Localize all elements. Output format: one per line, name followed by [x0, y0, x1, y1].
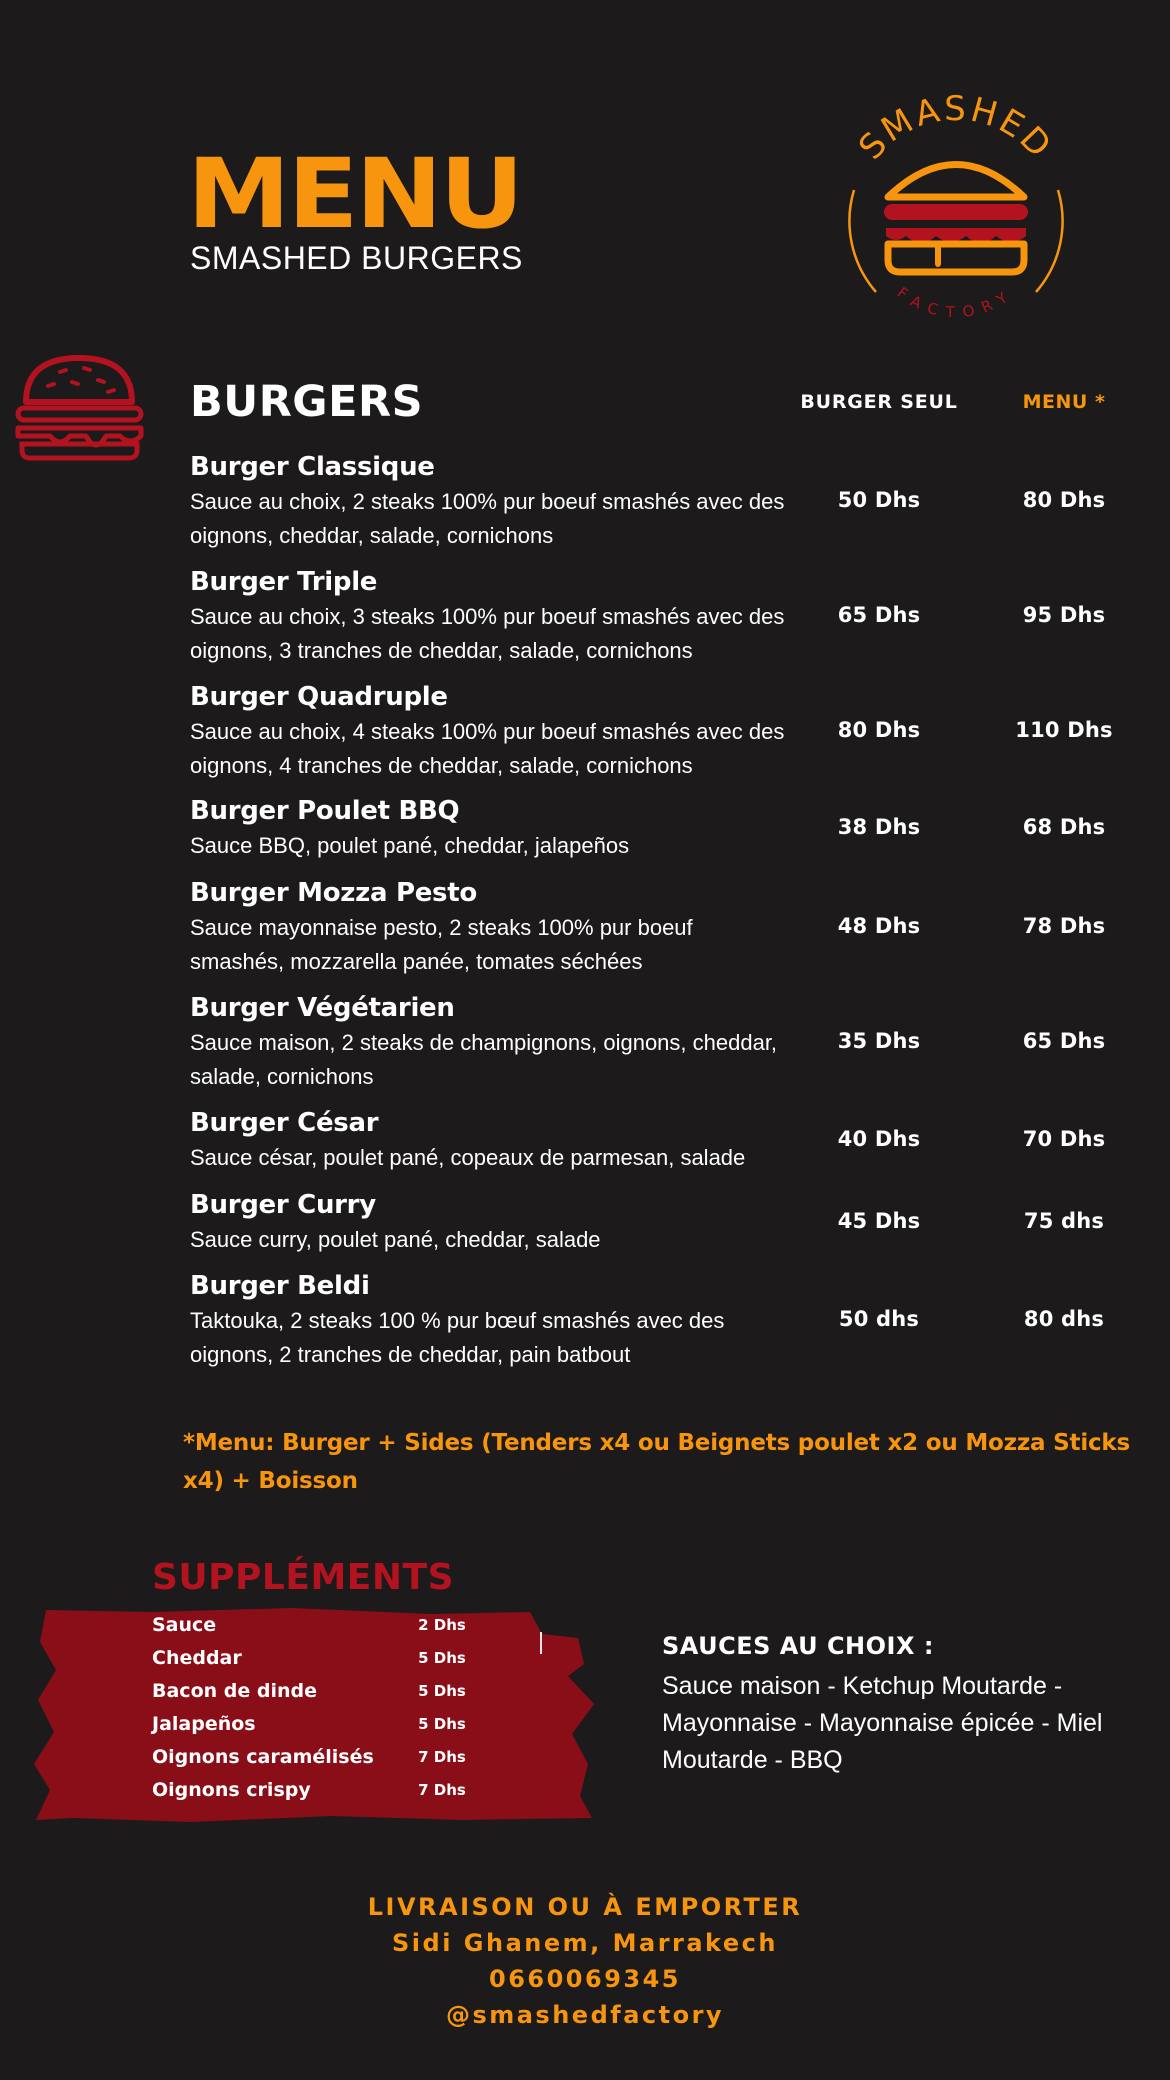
supplement-name: Sauce: [152, 1614, 217, 1636]
price-menu: 65 Dhs: [1022, 1029, 1106, 1053]
price-burger-seul: 65 Dhs: [837, 603, 921, 627]
item-name: Burger Curry: [190, 1190, 376, 1220]
item-name: Burger Triple: [190, 567, 378, 597]
price-burger-seul: 38 Dhs: [837, 815, 921, 839]
burger-icon: [12, 350, 147, 465]
item-name: Burger Beldi: [190, 1271, 370, 1301]
supplement-row: [152, 1713, 482, 1745]
supplement-price: 5 Dhs: [418, 1649, 466, 1667]
menu-item: [190, 566, 1170, 668]
price-burger-seul: 80 Dhs: [837, 718, 921, 742]
item-description: Sauce BBQ, poulet pané, cheddar, jalapeños: [190, 833, 630, 858]
item-description: Sauce maison, 2 steaks de champignons, oignons, cheddar, salade, cornichons: [190, 1030, 778, 1089]
menu-item: [190, 1270, 1170, 1372]
footer-social-handle: @smashedfactory: [445, 2001, 725, 2029]
menu-item: [190, 1189, 1170, 1257]
column-header-menu: MENU *: [1022, 391, 1106, 413]
price-burger-seul: 45 Dhs: [837, 1209, 921, 1233]
menu-title: MENU: [187, 136, 522, 251]
price-menu: 78 Dhs: [1022, 914, 1106, 938]
supplement-price: 7 Dhs: [418, 1748, 466, 1766]
item-name: Burger César: [190, 1108, 379, 1138]
supplement-price: 5 Dhs: [418, 1715, 466, 1733]
supplement-row: [152, 1614, 482, 1646]
footer-delivery: LIVRAISON OU À EMPORTER: [367, 1893, 803, 1921]
price-burger-seul: 48 Dhs: [837, 914, 921, 938]
item-description: Sauce césar, poulet pané, copeaux de parmesan, salade: [190, 1145, 746, 1170]
item-name: Burger Poulet BBQ: [190, 796, 460, 826]
logo-bottom-text: FACTORY: [893, 283, 1019, 322]
menu-note: *Menu: Burger + Sides (Tenders x4 ou Beignets poulet x2 ou Mozza Sticks x4) + Boisson: [183, 1430, 1131, 1494]
supplement-price: 2 Dhs: [418, 1616, 466, 1634]
supplement-name: Bacon de dinde: [152, 1680, 317, 1702]
supplements-heading: SUPPLÉMENTS: [152, 1557, 454, 1598]
menu-item: [190, 795, 1170, 863]
menu-item: [190, 451, 1170, 553]
item-description: Sauce au choix, 4 steaks 100% pur boeuf smashés avec des oignons, 4 tranches de cheddar, salade, cornichons: [190, 719, 785, 778]
item-description: Sauce au choix, 3 steaks 100% pur boeuf smashés avec des oignons, 3 tranches de cheddar, salade, cornichons: [190, 604, 785, 663]
supplement-row: [152, 1680, 482, 1712]
item-name: Burger Mozza Pesto: [190, 878, 477, 908]
supplement-name: Oignons crispy: [152, 1779, 311, 1801]
price-menu: 80 Dhs: [1022, 488, 1106, 512]
supplement-row: [152, 1647, 482, 1679]
smashed-factory-logo: [826, 82, 1086, 357]
supplement-price: 7 Dhs: [418, 1781, 466, 1799]
price-menu: 75 dhs: [1023, 1209, 1105, 1233]
svg-text:SMASHED: [851, 89, 1060, 168]
item-description: Sauce curry, poulet pané, cheddar, salade: [190, 1227, 601, 1252]
price-menu: 80 dhs: [1023, 1307, 1105, 1331]
price-burger-seul: 35 Dhs: [837, 1029, 921, 1053]
item-name: Burger Quadruple: [190, 682, 448, 712]
menu-item: [190, 1107, 1170, 1175]
price-burger-seul: 50 Dhs: [837, 488, 921, 512]
supplement-name: Cheddar: [152, 1647, 242, 1669]
sauces-title: SAUCES AU CHOIX :: [662, 1632, 934, 1660]
supplement-price: 5 Dhs: [418, 1682, 466, 1700]
menu-item: [190, 877, 1170, 979]
divider: [540, 1632, 542, 1654]
item-description: Sauce au choix, 2 steaks 100% pur boeuf smashés avec des oignons, cheddar, salade, cornichons: [190, 489, 785, 548]
burgers-heading: BURGERS: [190, 377, 424, 427]
price-menu: 110 Dhs: [1015, 718, 1113, 742]
item-description: Sauce mayonnaise pesto, 2 steaks 100% pur boeuf smashés, mozzarella panée, tomates séchées: [190, 915, 693, 974]
price-menu: 68 Dhs: [1022, 815, 1106, 839]
price-menu: 70 Dhs: [1022, 1127, 1106, 1151]
svg-text:FACTORY: [894, 283, 1019, 321]
price-burger-seul: 50 dhs: [838, 1307, 920, 1331]
supplement-name: Oignons caramélisés: [152, 1746, 374, 1768]
supplement-name: Jalapeños: [152, 1713, 256, 1735]
supplement-row: [152, 1779, 482, 1811]
item-name: Burger Classique: [190, 452, 435, 482]
price-menu: 95 Dhs: [1022, 603, 1106, 627]
footer-phone: 0660069345: [489, 1965, 681, 1993]
item-description: Taktouka, 2 steaks 100 % pur bœuf smashés avec des oignons, 2 tranches de cheddar, pain batbout: [190, 1308, 725, 1367]
price-burger-seul: 40 Dhs: [837, 1127, 921, 1151]
supplement-row: [152, 1746, 482, 1778]
item-name: Burger Végétarien: [190, 993, 455, 1023]
menu-item: [190, 992, 1170, 1094]
footer-address: Sidi Ghanem, Marrakech: [392, 1929, 778, 1957]
menu-subtitle: SMASHED BURGERS: [190, 240, 523, 276]
logo-top-text: SMASHED: [851, 88, 1061, 168]
sauces-list: Sauce maison - Ketchup Moutarde - Mayonnaise - Mayonnaise épicée - Miel Moutarde - BBQ: [662, 1672, 1103, 1774]
menu-item: [190, 681, 1170, 783]
column-header-burger-seul: BURGER SEUL: [800, 391, 958, 413]
